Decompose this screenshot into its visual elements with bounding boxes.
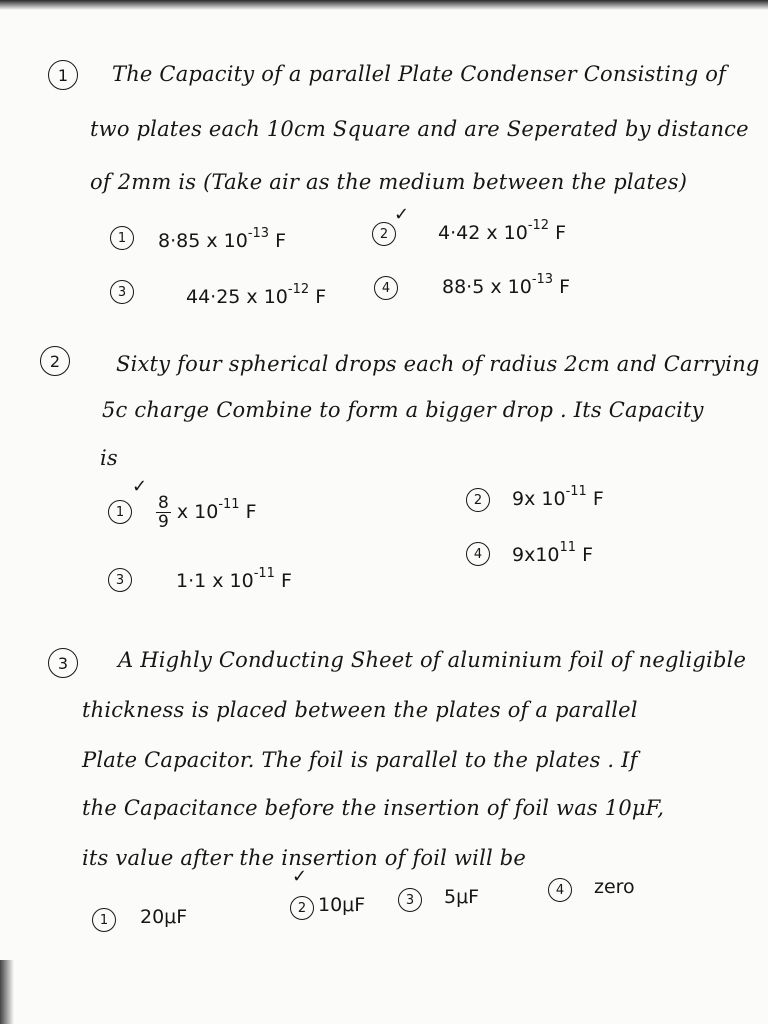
question-3-line-5: its value after the insertion of foil will be: [82, 846, 527, 870]
q3-option-3-number: 3: [398, 888, 422, 912]
q3-option-4-value: zero: [594, 876, 635, 898]
q1-option-3-value: 44·25 x $10^{-12}$ F: [186, 282, 327, 308]
q1-option-2-tick: ✓: [394, 204, 410, 225]
question-2-line-2: 5c charge Combine to form a bigger drop . Its Capacity: [102, 398, 704, 422]
q1-option-3-number: 3: [110, 280, 134, 304]
q2-option-1-fraction: $\frac{8}{9}$: [158, 493, 169, 532]
q3-option-3-value: 5μF: [444, 886, 480, 908]
q2-option-4-number: 4: [466, 542, 490, 566]
q1-option-2-value: 4·42 x $10^{-12}$ F: [438, 218, 567, 244]
q2-option-2-value: 9x $10^{-11}$ F: [512, 484, 604, 510]
q1-option-2-number: 2: [372, 222, 396, 246]
question-2-line-3: is: [100, 446, 118, 470]
q1-option-1-value: 8·85 x $10^{-13}$ F: [158, 226, 287, 252]
q3-option-2-number: 2: [290, 896, 314, 920]
q3-option-2-tick: ✓: [292, 866, 308, 887]
question-3-number: 3: [48, 648, 78, 678]
question-3-line-3: Plate Capacitor. The foil is parallel to the plates . If: [82, 748, 638, 772]
q1-option-4-value: 88·5 x $10^{-13}$ F: [442, 272, 571, 298]
question-2-line-1: Sixty four spherical drops each of radius 2cm and Carrying: [116, 352, 760, 376]
q2-option-3-value: 1·1 x $10^{-11}$ F: [176, 566, 292, 592]
question-3-line-4: the Capacitance before the insertion of foil was 10μF,: [82, 796, 665, 820]
q3-option-2-value: 10μF: [318, 894, 366, 916]
question-3-line-1: A Highly Conducting Sheet of aluminium foil of negligible: [118, 648, 747, 672]
q2-option-3-number: 3: [108, 568, 132, 592]
q1-option-4-number: 4: [374, 276, 398, 300]
question-1-line-3: of 2mm is (Take air as the medium between the plates): [90, 170, 688, 194]
q1-option-1-number: 1: [110, 226, 134, 250]
q3-option-1-value: 20μF: [140, 906, 188, 928]
q2-option-4-value: $9x10^{11}$ F: [512, 540, 594, 566]
q2-option-1-tick: ✓: [132, 476, 148, 497]
q2-option-1-number: 1: [108, 500, 132, 524]
question-2-number: 2: [40, 346, 70, 376]
q2-option-1-value: $\frac{8}{9}$ x $10^{-11}$ F: [158, 493, 257, 532]
question-1-number: 1: [48, 60, 78, 90]
q3-option-4-number: 4: [548, 878, 572, 902]
question-3-line-2: thickness is placed between the plates of a parallel: [82, 698, 638, 722]
q3-option-1-number: 1: [92, 908, 116, 932]
q2-option-2-number: 2: [466, 488, 490, 512]
question-1-line-2: two plates each 10cm Square and are Seperated by distance: [90, 117, 749, 141]
question-1-line-1: The Capacity of a parallel Plate Condenser Consisting of: [112, 62, 727, 86]
